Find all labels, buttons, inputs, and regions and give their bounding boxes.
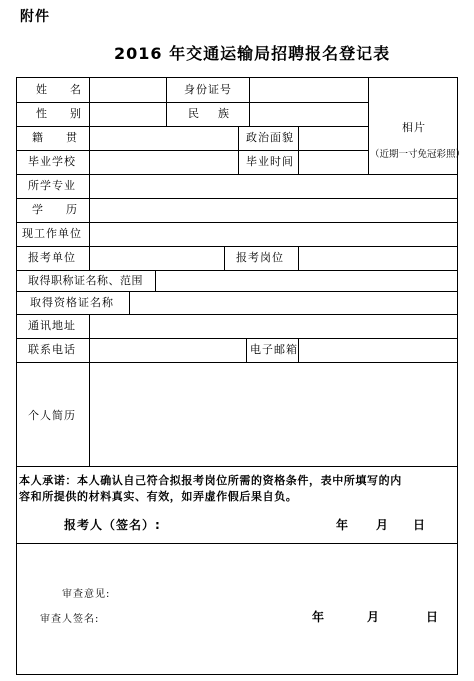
id-number-label: 身份证号 <box>184 83 232 96</box>
phone-label: 联系电话 <box>28 343 76 356</box>
email-label: 电子邮箱 <box>250 343 298 356</box>
cert-qualification-field[interactable] <box>130 292 456 313</box>
photo-note: （近期一寸免冠彩照） <box>370 149 466 160</box>
review-month-label: 月 <box>367 610 381 624</box>
col-line-photo <box>368 77 369 175</box>
school-label: 毕业学校 <box>28 155 76 168</box>
origin-label: 籍 贯 <box>32 131 83 144</box>
workplace-label: 现工作单位 <box>22 227 82 240</box>
workplace-field[interactable] <box>90 223 456 245</box>
gender-label: 性 别 <box>36 107 87 120</box>
name-field[interactable] <box>90 78 165 101</box>
phone-field[interactable] <box>90 339 245 361</box>
row-line <box>16 466 458 467</box>
col-line <box>166 77 167 127</box>
cert-title-field[interactable] <box>156 271 456 290</box>
apply-unit-label: 报考单位 <box>28 251 76 264</box>
resume-label: 个人简历 <box>28 409 76 422</box>
review-opinion-label: 审查意见: <box>62 589 111 600</box>
signer-signature-field[interactable] <box>170 514 320 534</box>
table-border-left <box>16 77 17 675</box>
resume-field[interactable] <box>90 363 456 465</box>
table-border-bottom <box>16 674 458 675</box>
review-day-label: 日 <box>426 610 440 624</box>
apply-unit-field[interactable] <box>90 247 223 269</box>
address-field[interactable] <box>90 315 456 337</box>
review-year-label: 年 <box>312 610 326 624</box>
grad-time-label: 毕业时间 <box>246 155 294 168</box>
pledge-day-label: 日 <box>413 518 427 532</box>
ethnicity-label: 民 族 <box>188 107 233 120</box>
reviewer-signature-label: 审查人签名: <box>40 614 100 625</box>
education-field[interactable] <box>90 199 456 221</box>
origin-field[interactable] <box>90 127 237 149</box>
school-field[interactable] <box>90 151 237 173</box>
row-line <box>16 543 458 544</box>
pledge-month-label: 月 <box>376 518 390 532</box>
photo-label: 相片 <box>402 121 426 134</box>
cert-title-label: 取得职称证名称、范围 <box>28 274 143 287</box>
pledge-year-label: 年 <box>336 518 350 532</box>
signer-label: 报考人（签名）: <box>64 518 161 532</box>
page-title: 2016 年交通运输局招聘报名登记表 <box>114 44 391 63</box>
grad-time-field[interactable] <box>299 151 367 173</box>
id-number-field[interactable] <box>250 78 367 101</box>
major-field[interactable] <box>90 175 456 197</box>
email-field[interactable] <box>299 339 456 361</box>
table-border-top <box>16 77 458 78</box>
reviewer-signature-field[interactable] <box>110 608 290 628</box>
attachment-label: 附件 <box>20 9 50 25</box>
apply-post-field[interactable] <box>299 247 456 269</box>
col-line <box>224 246 225 271</box>
political-status-field[interactable] <box>299 127 367 149</box>
col-line <box>246 338 247 363</box>
pledge-text-line2: 容和所提供的材料真实、有效，如弄虚作假后果自负。 <box>19 490 298 503</box>
political-status-label: 政治面貌 <box>246 131 294 144</box>
ethnicity-field[interactable] <box>250 103 367 125</box>
name-label: 姓 名 <box>36 83 87 96</box>
education-label: 学 历 <box>32 203 83 216</box>
major-label: 所学专业 <box>28 179 76 192</box>
pledge-text-line1: 本人承诺：本人确认自己符合拟报考岗位所需的资格条件，表中所填写的内 <box>19 474 402 487</box>
gender-field[interactable] <box>90 103 165 125</box>
table-border-right <box>457 77 458 675</box>
cert-qualification-label: 取得资格证名称 <box>30 296 114 309</box>
apply-post-label: 报考岗位 <box>236 251 284 264</box>
address-label: 通讯地址 <box>28 319 76 332</box>
col-line <box>238 126 239 175</box>
